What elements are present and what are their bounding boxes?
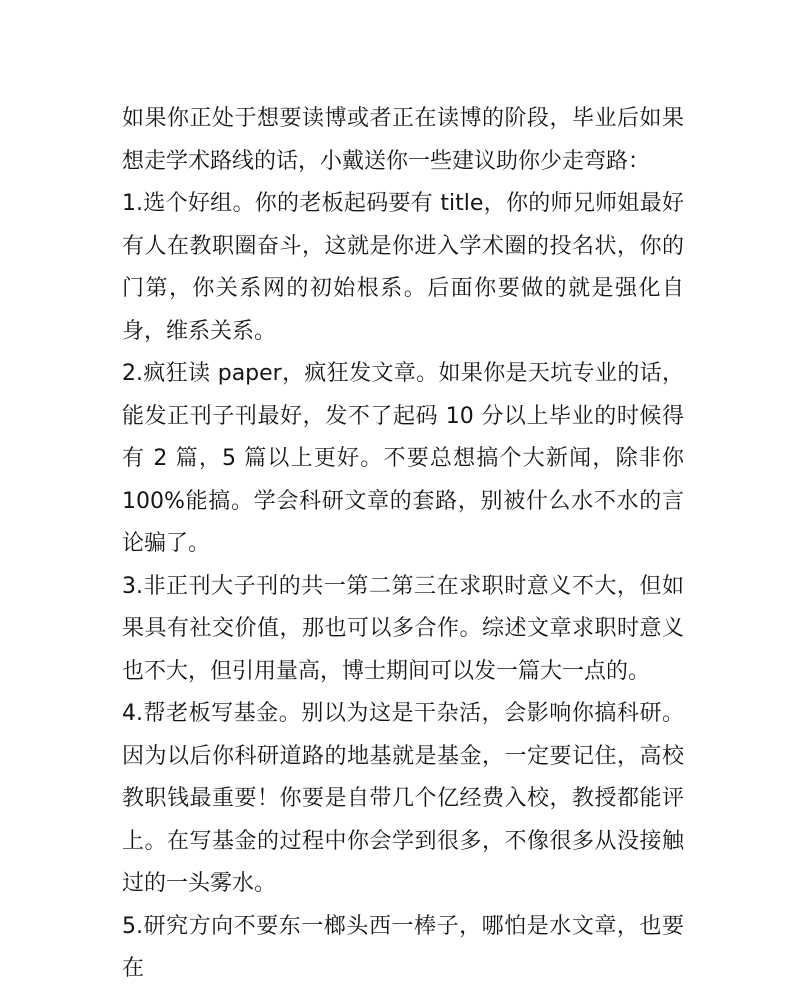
tip-1-paragraph: 1.选个好组。你的老板起码要有 title，你的师兄师姐最好有人在教职圈奋斗，这就是你进入学术圈的投名状，你的门第，你关系网的初始根系。后面你要做的就是强化自身，维系关系。 — [122, 191, 684, 344]
intro-paragraph: 如果你正处于想要读博或者正在读博的阶段，毕业后如果想走学术路线的话，小戴送你一些建议助你少走弯路： — [122, 106, 684, 174]
article-body — [122, 98, 684, 981]
tip-5-paragraph: 5.研究方向不要东一榔头西一棒子，哪怕是水文章，也要在 — [122, 913, 684, 981]
tip-3-paragraph: 3.非正刊大子刊的共一第二第三在求职时意义不大，但如果具有社交价值，那也可以多合作。综述文章求职时意义也不大，但引用量高，博士期间可以发一篇大一点的。 — [122, 573, 684, 684]
tip-2-paragraph: 2.疯狂读 paper，疯狂发文章。如果你是天坑专业的话，能发正刊子刊最好，发不了起码 10 分以上毕业的时候得有 2 篇，5 篇以上更好。不要总想搞个大新闻，除非你 100%能搞。学会科研文章的套路，别被什么水不水的言论骗了。 — [122, 361, 684, 556]
tip-4-paragraph: 4.帮老板写基金。别以为这是干杂活，会影响你搞科研。因为以后你科研道路的地基就是基金，一定要记住，高校教职钱最重要！你要是自带几个亿经费入校，教授都能评上。在写基金的过程中你会学到很多，不像很多从没接触过的一头雾水。 — [122, 701, 684, 896]
